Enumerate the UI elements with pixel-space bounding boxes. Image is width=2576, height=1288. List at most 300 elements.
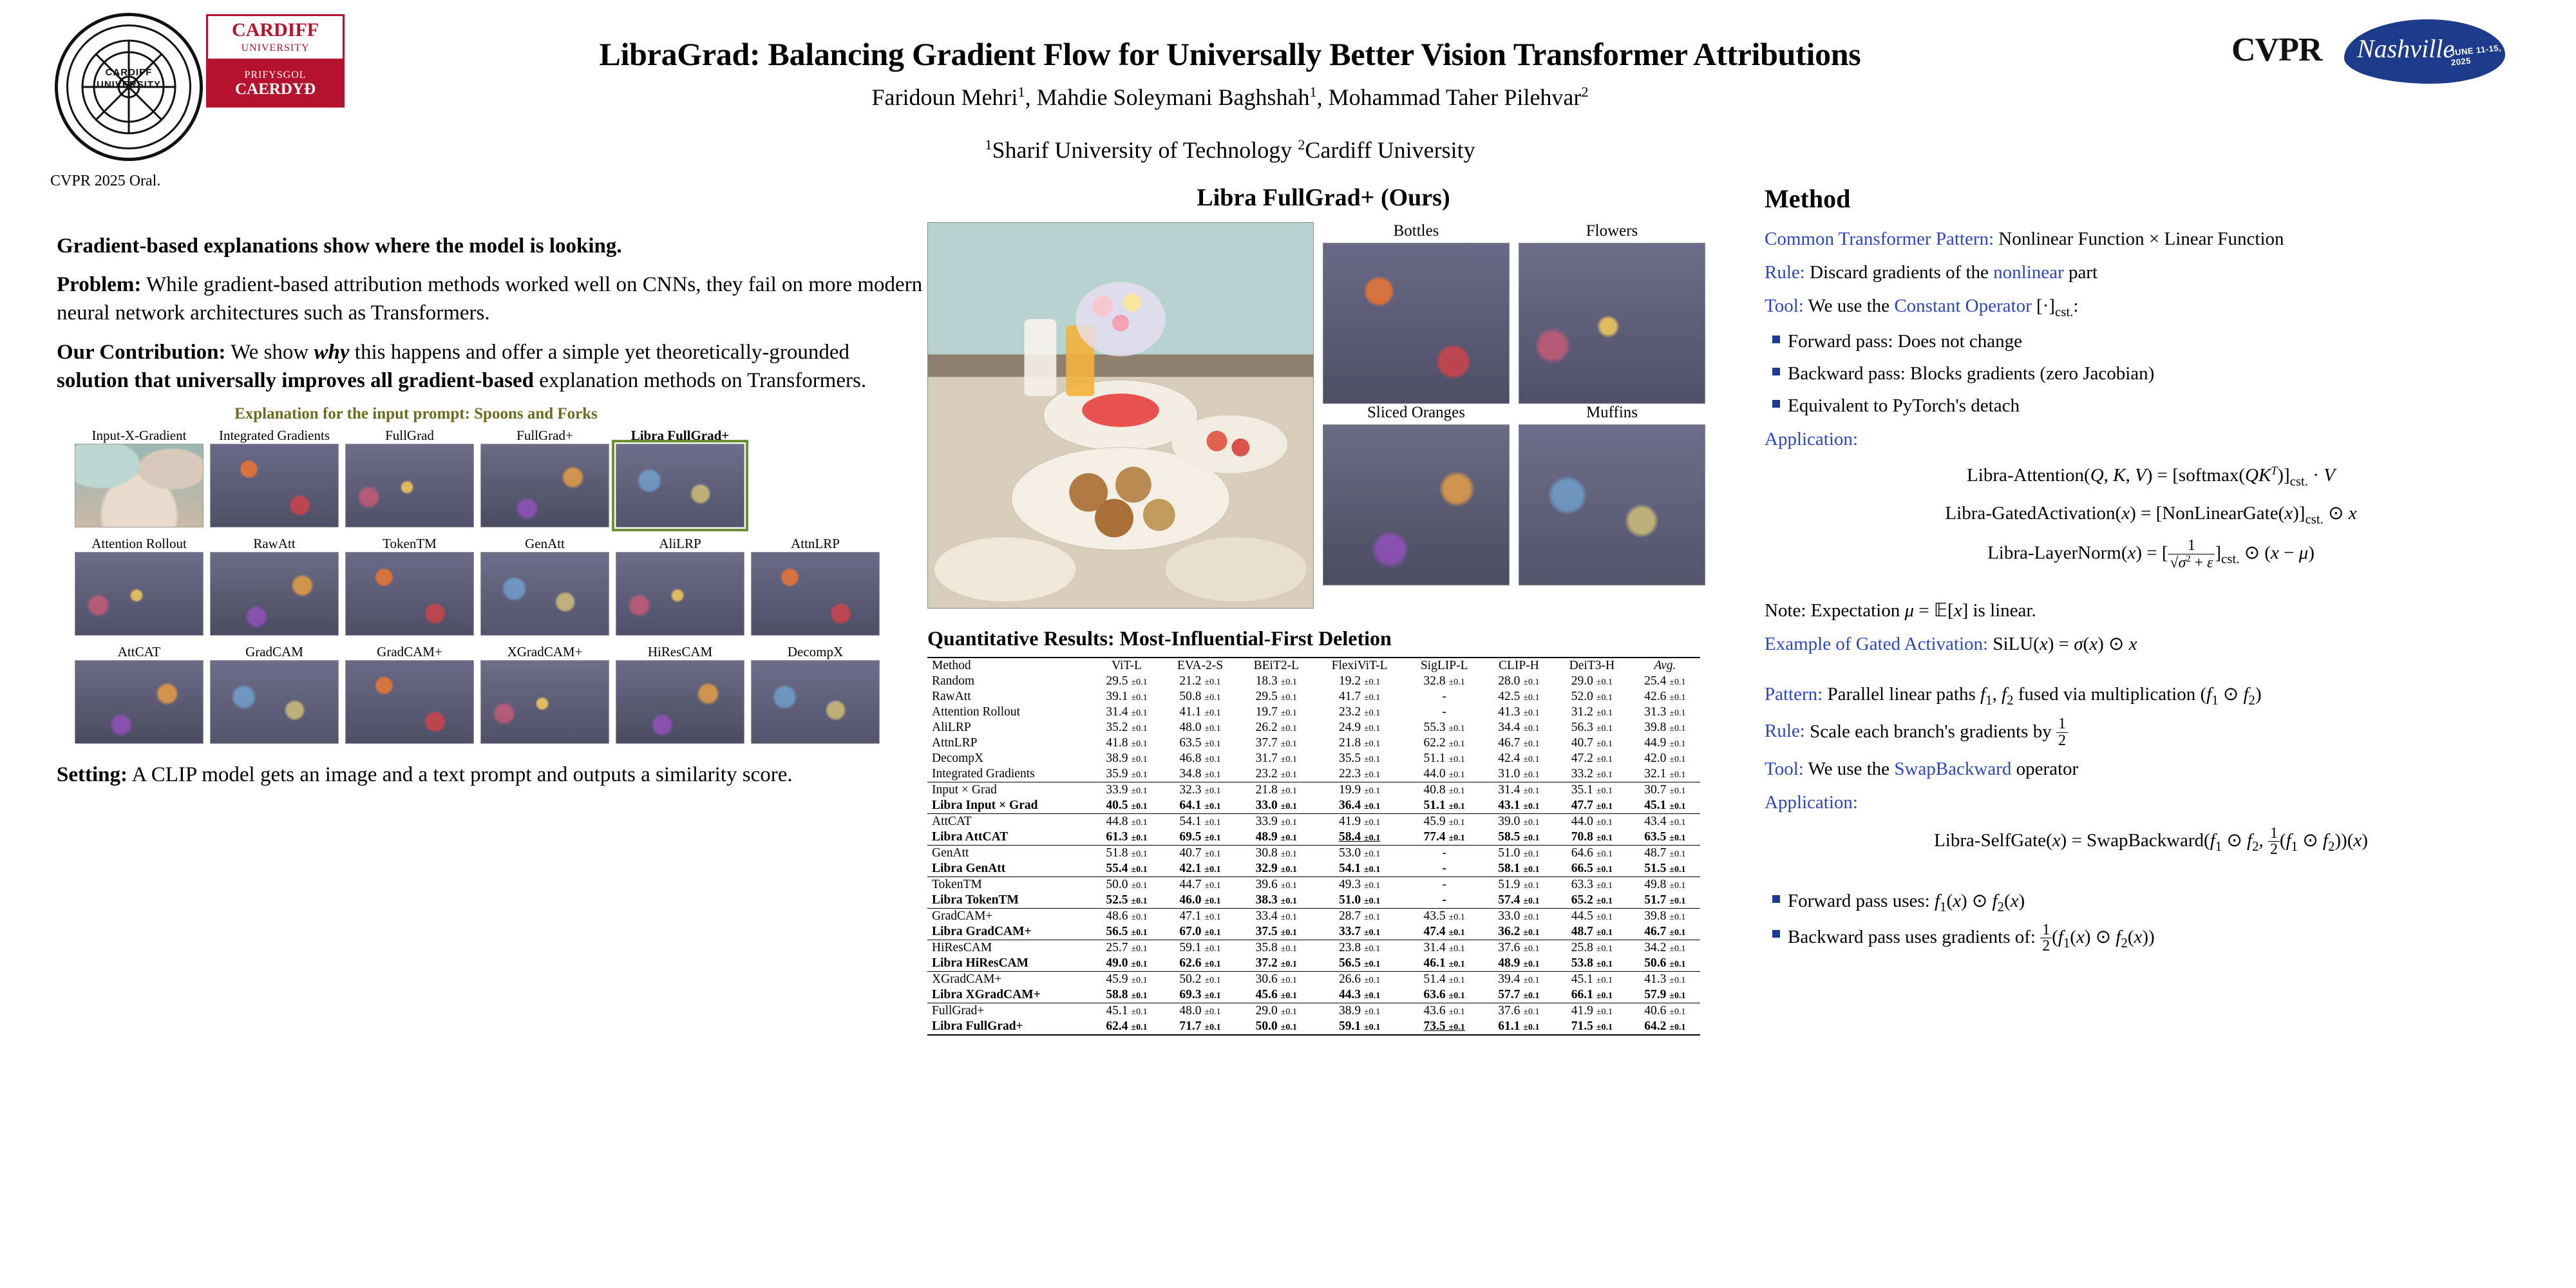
tool2-line [1765, 755, 2537, 782]
table-cell-value: 47.7 ±0.1 [1571, 799, 1613, 812]
table-cell-value: 54.1 ±0.1 [1338, 862, 1381, 875]
table-cell-value: 51.4 ±0.1 [1423, 972, 1465, 986]
attribution-image[interactable] [75, 660, 204, 744]
table-row [927, 846, 1700, 862]
table-cell-value: 45.9 ±0.1 [1423, 815, 1465, 828]
intro-text-block [57, 232, 926, 395]
table-cell-value: 69.5 ±0.1 [1179, 830, 1221, 844]
attribution-grid-row [75, 535, 840, 636]
problem-text: While gradient-based attribution methods worked well on CNNs, they fail on more modern neural network architectures such as Transformers. [57, 273, 923, 325]
attribution-cell[interactable] [75, 535, 204, 636]
table-cell-value: 23.2 ±0.1 [1255, 767, 1297, 781]
tool-text: We use the [1808, 296, 1895, 317]
table-cell-value: 64.1 ±0.1 [1179, 799, 1221, 812]
table-cell-value: 59.1 ±0.1 [1179, 941, 1221, 954]
table-cell-value: 29.5 ±0.1 [1255, 690, 1297, 703]
table-cell-method: Input × Grad [932, 783, 997, 797]
table-cell-value: 50.6 ±0.1 [1644, 956, 1686, 970]
table-cell-value: 51.7 ±0.1 [1644, 893, 1686, 907]
table-cell-value: 44.5 ±0.1 [1571, 909, 1613, 923]
attribution-image[interactable] [480, 660, 609, 744]
contribution-text: We show why this happens and offer a simple yet theoretically-grounded solution that universally improves all gradient-based explanation methods on Transformers. [57, 340, 867, 392]
rule-line [1765, 259, 2537, 286]
table-cell-value: 51.8 ±0.1 [1106, 846, 1148, 860]
table-cell-value: 42.1 ±0.1 [1179, 862, 1221, 875]
side-examples [1323, 222, 1709, 609]
tool-keyword: Constant Operator [1894, 296, 2032, 317]
table-cell-value: 33.0 ±0.1 [1498, 909, 1540, 923]
swapbackward-bullets [1765, 887, 2537, 954]
equation-libra-layernorm: Libra-LayerNorm(x) = [ $\frac{1}{√\sigma^2 + \varepsilon}$ ]$_{cst.}$ ⊙ (x − μ) [1987, 537, 2315, 572]
equation-libra-attention: Libra-Attention(Q, K, $V) = [softmax(QK^T)]_{cst.} \cdot V$ [1967, 464, 2335, 489]
attribution-grid-row [75, 643, 844, 744]
intro-heading-text: Gradient-based explanations show where the model is looking. [57, 234, 622, 258]
tool-line [1765, 292, 2537, 321]
table-cell-value: 35.2 ±0.1 [1106, 721, 1148, 734]
table-cell-value: 71.7 ±0.1 [1179, 1019, 1221, 1033]
table-cell-value: 34.2 ±0.1 [1644, 941, 1686, 954]
table-cell-value: 46.7 ±0.1 [1498, 736, 1540, 750]
table-cell-value: 47.4 ±0.1 [1423, 925, 1465, 938]
table-cell-value: 38.9 ±0.1 [1106, 752, 1148, 765]
table-cell-value: 51.5 ±0.1 [1644, 862, 1686, 875]
attribution-cell[interactable] [480, 427, 609, 527]
attribution-cell[interactable] [75, 427, 204, 527]
attribution-label: XGradCAM+ [507, 644, 583, 660]
table-cell-value: 42.6 ±0.1 [1644, 690, 1686, 703]
table-cell-value: 33.2 ±0.1 [1571, 767, 1613, 781]
tool-tail: $[\cdot]_{cst.}$: [2031, 296, 2079, 319]
table-cell-method: GenAtt [932, 846, 969, 860]
table-cell-value: - [1442, 690, 1446, 703]
cardiff-line2: UNIVERSITY [241, 43, 310, 53]
table-cell-value: 46.7 ±0.1 [1644, 925, 1686, 938]
common-pattern-text: Nonlinear Function × Linear Function [1998, 229, 2284, 249]
pattern2-line [1765, 681, 2537, 710]
cardiff-line4: CAERDYÐ [235, 80, 316, 99]
table-cell-value: 33.7 ±0.1 [1338, 925, 1381, 938]
attribution-label: FullGrad+ [516, 428, 573, 444]
intro-heading [57, 232, 926, 260]
table-row [927, 877, 1700, 893]
table-cell-value: 33.9 ±0.1 [1106, 783, 1148, 797]
table-cell-value: 42.4 ±0.1 [1498, 752, 1540, 765]
table-cell-value: 63.5 ±0.1 [1179, 736, 1221, 750]
table-cell-value: 37.7 ±0.1 [1255, 736, 1297, 750]
attribution-cell[interactable] [210, 427, 339, 527]
table-cell-value: 50.0 ±0.1 [1106, 878, 1148, 891]
table-cell-value: 65.2 ±0.1 [1571, 893, 1613, 907]
example-text: SiLU(x) = σ(x) ⊙ x [1993, 634, 2137, 655]
table-cell-value: 58.4 ±0.1 [1338, 830, 1381, 844]
table-row [927, 751, 1700, 766]
table-cell-method: HiResCAM [932, 941, 992, 954]
side-example-cell[interactable] [1519, 404, 1705, 585]
attribution-label: AttCAT [117, 644, 161, 660]
attribution-cell-highlighted[interactable] [616, 427, 744, 527]
attribution-label: TokenTM [383, 536, 437, 552]
table-cell-value: 67.0 ±0.1 [1179, 925, 1221, 938]
equation-libra-selfgate: Libra-SelfGate(x) = $SwapBackward(f_1$ ⊙ $f_2$, $\frac{1}{2}$ ($f_1$ ⊙ $f_2))(x)$ [1934, 824, 2368, 858]
attribution-image[interactable] [210, 552, 339, 636]
attribution-image[interactable] [210, 660, 339, 744]
table-cell-value: 55.4 ±0.1 [1106, 862, 1148, 875]
table-cell-value: 30.6 ±0.1 [1255, 972, 1297, 986]
col-header-vit-l: ViT-L [1112, 659, 1142, 672]
results-table-body [927, 674, 1700, 1035]
table-cell-value: 35.9 ±0.1 [1106, 767, 1148, 781]
table-cell-value: 61.1 ±0.1 [1498, 1019, 1540, 1033]
table-cell-value: 77.4 ±0.1 [1423, 830, 1465, 844]
table-cell-value: 28.7 ±0.1 [1338, 909, 1381, 923]
cvpr-logo [2231, 18, 2508, 89]
cvpr-wordmark: CVPR [2231, 32, 2322, 68]
right-column [1765, 184, 2537, 961]
side-example-image[interactable] [1519, 243, 1705, 404]
table-cell-value: 39.4 ±0.1 [1498, 972, 1540, 986]
table-cell-value: 43.1 ±0.1 [1498, 799, 1540, 812]
table-cell-value: 54.1 ±0.1 [1179, 815, 1221, 828]
main-photo-details [928, 223, 1313, 608]
application-label-1: Application: [1765, 429, 1858, 450]
attribution-cell[interactable] [480, 643, 609, 744]
table-row [927, 1019, 1700, 1035]
attribution-image[interactable] [75, 444, 204, 527]
table-cell-value: 19.7 ±0.1 [1255, 705, 1297, 719]
table-cell-value: 57.4 ±0.1 [1498, 893, 1540, 907]
table-cell-value: 39.8 ±0.1 [1644, 721, 1686, 734]
col-header-deit3-h: DeiT3-H [1569, 659, 1615, 672]
table-cell-value: 38.9 ±0.1 [1338, 1004, 1381, 1018]
attribution-grid [75, 427, 844, 744]
table-cell-value: 40.5 ±0.1 [1106, 799, 1148, 812]
table-cell-method: RawAtt [932, 690, 971, 703]
attribution-image[interactable] [210, 444, 339, 527]
table-cell-value: 31.7 ±0.1 [1255, 752, 1297, 765]
table-row [927, 893, 1700, 909]
contribution-label: Our Contribution: [57, 340, 226, 364]
attribution-image[interactable] [345, 552, 474, 636]
attribution-image[interactable] [480, 552, 609, 636]
attribution-label: Input-X-Gradient [91, 428, 187, 444]
common-pattern-line [1765, 225, 2537, 252]
attribution-image[interactable] [751, 552, 880, 636]
table-cell-method: Attention Rollout [932, 705, 1021, 719]
table-row [927, 782, 1700, 799]
table-cell-value: 39.8 ±0.1 [1644, 909, 1686, 923]
cvpr-dates: JUNE 11-15, 2025 [2449, 43, 2502, 68]
table-cell-method: FullGrad+ [932, 1004, 985, 1018]
affiliation-list: $^1$Sharif University of Technology $^2$Cardiff University [985, 137, 1475, 163]
attribution-image[interactable] [345, 444, 474, 527]
table-cell-value: 48.9 ±0.1 [1255, 830, 1297, 844]
table-cell-value: 56.5 ±0.1 [1338, 956, 1381, 970]
table-cell-method: Libra XGradCAM+ [932, 988, 1041, 1001]
table-cell-value: 45.1 ±0.1 [1644, 799, 1686, 812]
contribution-paragraph [57, 338, 926, 395]
cardiff-line1: CARDIFF [232, 19, 319, 41]
table-row [927, 909, 1700, 925]
table-cell-value: 62.4 ±0.1 [1106, 1019, 1148, 1033]
attribution-image[interactable] [616, 552, 744, 636]
attribution-label: DecompX [787, 644, 844, 660]
rule2-label: Rule: [1765, 721, 1805, 742]
main-breakfast-photo[interactable] [927, 222, 1314, 609]
table-cell-value: 43.5 ±0.1 [1423, 909, 1465, 923]
table-cell-value: 48.0 ±0.1 [1179, 721, 1221, 734]
table-cell-value: 55.3 ±0.1 [1423, 721, 1465, 734]
cardiff-wordmark-top [206, 14, 345, 61]
table-cell-value: - [1442, 893, 1446, 907]
table-cell-method: Libra GenAtt [932, 862, 1006, 875]
side-example-image[interactable] [1323, 424, 1510, 585]
table-row [927, 861, 1700, 877]
table-cell-value: - [1442, 878, 1446, 891]
table-cell-value: 31.0 ±0.1 [1498, 767, 1540, 781]
bullet-detach-equivalence: Equivalent to PyTorch's detach [1788, 392, 2537, 419]
table-cell-value: 59.1 ±0.1 [1338, 1019, 1381, 1033]
attribution-cell[interactable] [616, 643, 744, 744]
attribution-label: HiResCAM [647, 644, 713, 660]
table-row [927, 940, 1700, 956]
table-row [927, 987, 1700, 1003]
table-cell-value: 48.7 ±0.1 [1644, 846, 1686, 860]
table-cell-value: 44.0 ±0.1 [1571, 815, 1613, 828]
side-example-label: Bottles [1393, 222, 1439, 240]
table-cell-value: 47.1 ±0.1 [1179, 909, 1221, 923]
table-cell-value: 44.7 ±0.1 [1179, 878, 1221, 891]
table-cell-value: 44.8 ±0.1 [1106, 815, 1148, 828]
table-cell-value: 25.4 ±0.1 [1644, 674, 1686, 688]
cardiff-seal-logo [55, 13, 203, 161]
setting-paragraph [57, 761, 926, 789]
table-cell-value: 40.6 ±0.1 [1644, 1004, 1686, 1018]
side-example-cell[interactable] [1323, 222, 1510, 404]
table-cell-value: - [1442, 862, 1446, 875]
table-cell-value: 35.5 ±0.1 [1338, 752, 1381, 765]
table-cell-value: 56.5 ±0.1 [1106, 925, 1148, 938]
seal-label: CARDIFF UNIVERSITY [96, 67, 161, 90]
table-cell-value: 23.8 ±0.1 [1338, 941, 1381, 954]
table-cell-value: 45.1 ±0.1 [1106, 1004, 1148, 1018]
table-cell-value: 53.0 ±0.1 [1338, 846, 1381, 860]
table-row [927, 689, 1700, 705]
table-cell-value: 30.8 ±0.1 [1255, 846, 1297, 860]
table-cell-value: 23.2 ±0.1 [1338, 705, 1381, 719]
table-cell-value: 31.2 ±0.1 [1571, 705, 1613, 719]
attribution-label: AttnLRP [791, 536, 840, 552]
attribution-image[interactable] [480, 444, 609, 527]
table-cell-value: 61.3 ±0.1 [1106, 830, 1148, 844]
table-row [927, 735, 1700, 751]
table-cell-value: 25.7 ±0.1 [1106, 941, 1148, 954]
rule2-line [1765, 716, 2537, 749]
table-cell-value: 36.2 ±0.1 [1498, 925, 1540, 938]
bullet-backward-pass: Backward pass: Blocks gradients (zero Jacobian) [1788, 360, 2537, 387]
attribution-image[interactable] [616, 444, 744, 527]
table-cell-value: 47.2 ±0.1 [1571, 752, 1613, 765]
table-cell-method: GradCAM+ [932, 909, 993, 923]
middle-column [927, 184, 1719, 1036]
table-cell-value: 32.8 ±0.1 [1423, 674, 1465, 688]
note-text: Expectation μ = 𝔼[x] is linear. [1810, 600, 2036, 621]
side-example-image[interactable] [1519, 424, 1705, 585]
table-cell-value: 31.4 ±0.1 [1498, 783, 1540, 797]
equation-libra-gated-activation: Libra-GatedActivation(x) = $[NonLinearGate(x)]_{cst.}$ ⊙ x [1945, 503, 2357, 527]
table-cell-value: 64.2 ±0.1 [1644, 1019, 1686, 1033]
side-example-label: Sliced Oranges [1367, 404, 1466, 421]
table-cell-method: Libra AttCAT [932, 830, 1009, 844]
table-cell-value: 48.7 ±0.1 [1571, 925, 1613, 938]
pattern2-text: Parallel linear paths $f_1$, $f_2$ fused via multiplication ($f_1$ ⊙ $f_2$) [1827, 684, 2262, 708]
attribution-image[interactable] [751, 660, 880, 744]
table-cell-value: 42.0 ±0.1 [1644, 752, 1686, 765]
example-line [1765, 630, 2537, 658]
attribution-label: FullGrad [385, 428, 434, 444]
attribution-label: GradCAM+ [377, 644, 442, 660]
tool-label: Tool: [1765, 296, 1804, 317]
table-cell-value: 35.1 ±0.1 [1571, 783, 1613, 797]
table-cell-value: 57.7 ±0.1 [1498, 988, 1540, 1001]
table-cell-value: 48.6 ±0.1 [1106, 909, 1148, 923]
cardiff-wordmark-bottom [206, 61, 345, 108]
pattern2-label: Pattern: [1765, 684, 1823, 705]
table-cell-value: 37.5 ±0.1 [1255, 925, 1297, 938]
table-cell-value: 69.3 ±0.1 [1179, 988, 1221, 1001]
table-cell-value: 38.3 ±0.1 [1255, 893, 1297, 907]
table-cell-value: 39.0 ±0.1 [1498, 815, 1540, 828]
table-cell-value: 56.3 ±0.1 [1571, 721, 1613, 734]
table-cell-value: 32.3 ±0.1 [1179, 783, 1221, 797]
col-header-siglip-l: SigLIP-L [1420, 659, 1468, 672]
table-cell-value: 42.5 ±0.1 [1498, 690, 1540, 703]
qualitative-title: Libra FullGrad+ (Ours) [1197, 184, 1450, 211]
common-pattern-label: Common Transformer Pattern: [1765, 229, 1994, 249]
table-cell-value: 50.0 ±0.1 [1255, 1019, 1297, 1033]
note-label: Note: [1765, 600, 1806, 621]
table-cell-value: 63.6 ±0.1 [1423, 988, 1465, 1001]
attribution-label: GradCAM [245, 644, 303, 660]
quantitative-title: Quantitative Results: Most-Influential-First Deletion [927, 627, 1392, 650]
attribution-cell[interactable] [480, 535, 609, 636]
table-row [927, 766, 1700, 782]
side-example-cell[interactable] [1519, 222, 1705, 404]
rule-text: Discard gradients of the [1810, 262, 1994, 283]
table-cell-value: 51.1 ±0.1 [1423, 752, 1465, 765]
table-cell-value: 41.1 ±0.1 [1179, 705, 1221, 719]
table-row [927, 972, 1700, 988]
cardiff-wordmark [206, 14, 345, 108]
table-cell-method: AttCAT [932, 815, 972, 828]
table-cell-value: 31.4 ±0.1 [1423, 941, 1465, 954]
table-cell-value: 48.0 ±0.1 [1179, 1004, 1221, 1018]
table-cell-value: 44.0 ±0.1 [1423, 767, 1465, 781]
table-row [927, 956, 1700, 972]
table-cell-method: Integrated Gradients [932, 767, 1035, 781]
attribution-cell[interactable] [210, 535, 339, 636]
attribution-image[interactable] [345, 660, 474, 744]
table-cell-value: 51.1 ±0.1 [1423, 799, 1465, 812]
attribution-cell[interactable] [345, 643, 474, 744]
rule-label: Rule: [1765, 262, 1805, 283]
poster-title: LibraGrad: Balancing Gradient Flow for Universally Better Vision Transformer Attributions [599, 36, 1861, 72]
table-cell-value: 46.1 ±0.1 [1423, 956, 1465, 970]
method-body [1765, 225, 2537, 954]
col-header-beit2-l: BEiT2-L [1253, 659, 1299, 672]
attribution-label: Attention Rollout [91, 536, 187, 552]
attribution-cell[interactable] [210, 643, 339, 744]
attribution-cell[interactable] [75, 643, 204, 744]
tool2-label: Tool: [1765, 759, 1804, 780]
attribution-cell[interactable] [751, 643, 880, 744]
table-cell-value: 31.4 ±0.1 [1106, 705, 1148, 719]
attribution-cell[interactable] [345, 535, 474, 636]
note-line [1765, 597, 2537, 624]
tool2-tail: operator [2011, 759, 2079, 780]
table-cell-method: Libra TokenTM [932, 893, 1019, 907]
table-cell-value: 51.0 ±0.1 [1338, 893, 1381, 907]
table-cell-value: 21.8 ±0.1 [1255, 783, 1297, 797]
table-cell-value: 41.3 ±0.1 [1644, 972, 1686, 986]
table-cell-value: 19.2 ±0.1 [1338, 674, 1381, 688]
setting-text: A CLIP model gets an image and a text prompt and outputs a similarity score. [131, 763, 793, 787]
table-cell-value: 41.9 ±0.1 [1571, 1004, 1613, 1018]
table-header-row [927, 658, 1700, 674]
side-example-image[interactable] [1323, 243, 1510, 404]
table-cell-value: 40.7 ±0.1 [1179, 846, 1221, 860]
table-cell-value: 32.9 ±0.1 [1255, 862, 1297, 875]
attribution-cell[interactable] [345, 427, 474, 527]
table-cell-value: 52.0 ±0.1 [1571, 690, 1613, 703]
table-row [927, 814, 1700, 830]
table-cell-value: 46.8 ±0.1 [1179, 752, 1221, 765]
table-cell-method: Libra FullGrad+ [932, 1019, 1023, 1033]
side-example-label: Flowers [1586, 222, 1638, 240]
side-examples-row [1323, 222, 1709, 404]
side-example-cell[interactable] [1323, 404, 1510, 585]
setting-label: Setting: [57, 763, 128, 787]
attribution-cell[interactable] [616, 535, 744, 636]
table-cell-value: 52.5 ±0.1 [1106, 893, 1148, 907]
table-cell-method: Libra HiResCAM [932, 956, 1029, 970]
attribution-label: RawAtt [253, 536, 296, 552]
table-cell-value: 48.9 ±0.1 [1498, 956, 1540, 970]
table-cell-value: 32.1 ±0.1 [1644, 767, 1686, 781]
table-cell-value: 37.6 ±0.1 [1498, 941, 1540, 954]
attribution-label: Integrated Gradients [218, 428, 330, 444]
table-cell-value: 28.0 ±0.1 [1498, 674, 1540, 688]
table-cell-method: TokenTM [932, 878, 982, 891]
application-label-2: Application: [1765, 792, 1858, 813]
table-cell-value: 44.3 ±0.1 [1338, 988, 1381, 1001]
table-cell-value: 41.7 ±0.1 [1338, 690, 1381, 703]
attribution-image[interactable] [75, 552, 204, 636]
table-cell-value: 40.8 ±0.1 [1423, 783, 1465, 797]
attribution-cell[interactable] [751, 535, 880, 636]
cardiff-line3: PRIFYSGOL [244, 70, 307, 81]
table-cell-value: 66.5 ±0.1 [1571, 862, 1613, 875]
rule-tail: part [2063, 262, 2098, 283]
col-header-avg: Avg. [1654, 659, 1676, 672]
col-header-method: Method [932, 659, 971, 672]
qualitative-figure [927, 222, 1719, 609]
table-cell-method: DecompX [932, 752, 984, 765]
problem-paragraph [57, 270, 926, 327]
table-cell-value: 34.8 ±0.1 [1179, 767, 1221, 781]
attribution-image[interactable] [616, 660, 744, 744]
table-row [927, 1003, 1700, 1019]
rule2-text: Scale each branch's gradients by $\frac{1}{2}$ [1810, 721, 2068, 742]
